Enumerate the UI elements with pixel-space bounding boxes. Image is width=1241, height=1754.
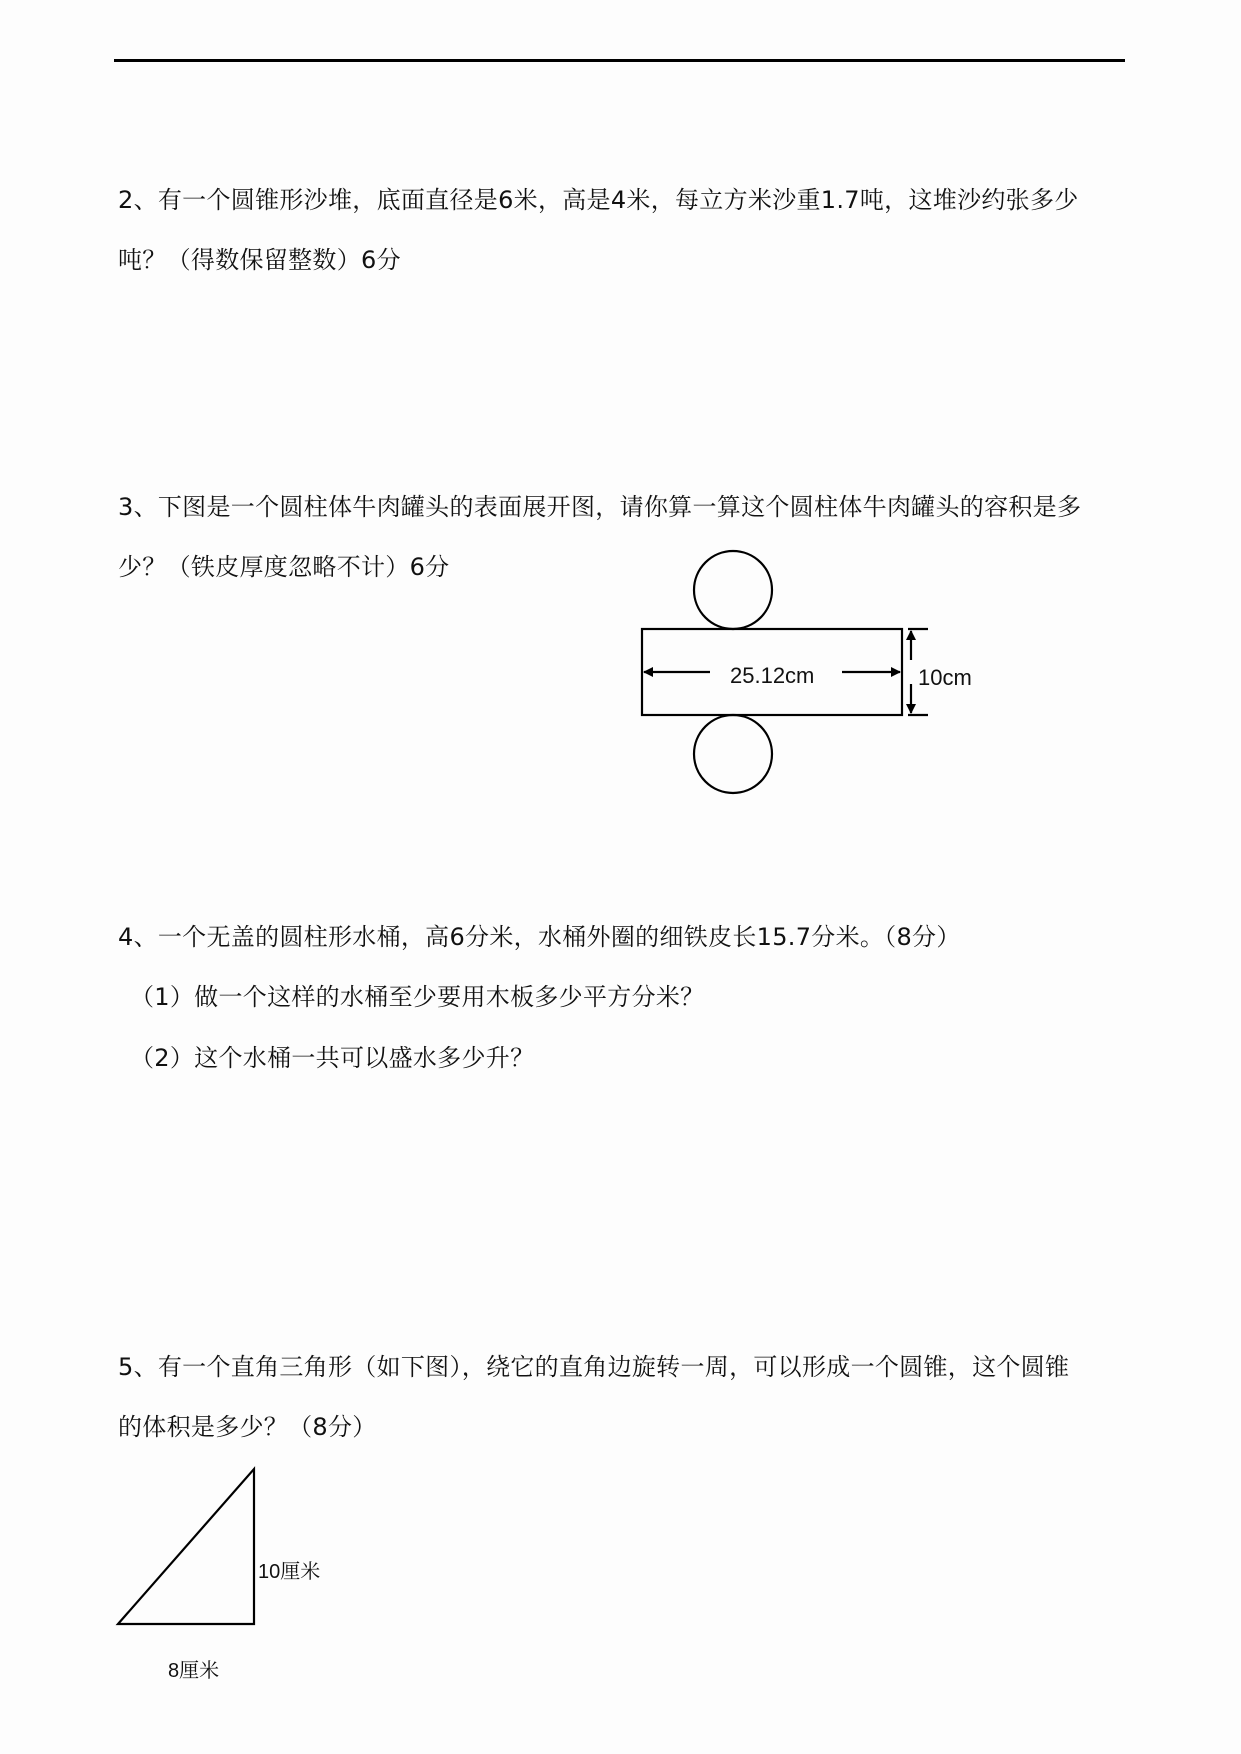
question-2-line-2: 吨？（得数保留整数）6分 <box>118 246 401 274</box>
triangle-shape <box>118 1469 254 1624</box>
question-5-line-1: 5、有一个直角三角形（如下图），绕它的直角边旋转一周，可以形成一个圆锥，这个圆锥 <box>118 1353 1070 1381</box>
question-5-line-2: 的体积是多少？（8分） <box>118 1413 377 1441</box>
question-4-sub-2: （2）这个水桶一共可以盛水多少升？ <box>130 1044 535 1072</box>
width-label: 25.12cm <box>726 663 818 689</box>
question-3-line-2: 少？（铁皮厚度忽略不计）6分 <box>118 553 450 581</box>
vertical-side-label: 10厘米 <box>258 1561 321 1583</box>
question-3-line-1: 3、下图是一个圆柱体牛肉罐头的表面展开图，请你算一算这个圆柱体牛肉罐头的容积是多 <box>118 493 1082 521</box>
question-2-line-1: 2、有一个圆锥形沙堆，底面直径是6米，高是4米，每立方米沙重1.7吨，这堆沙约张多少 <box>118 186 1079 214</box>
question-4-sub-1: （1）做一个这样的水桶至少要用木板多少平方分米？ <box>130 983 705 1011</box>
right-triangle-figure <box>118 1469 254 1624</box>
top-circle <box>694 551 772 629</box>
horizontal-side-label: 8厘米 <box>168 1660 220 1682</box>
height-label: 10cm <box>918 665 972 690</box>
bottom-circle <box>694 715 772 793</box>
question-4-line-1: 4、一个无盖的圆柱形水桶，高6分米，水桶外圈的细铁皮长15.7分米。（8分） <box>118 923 961 951</box>
